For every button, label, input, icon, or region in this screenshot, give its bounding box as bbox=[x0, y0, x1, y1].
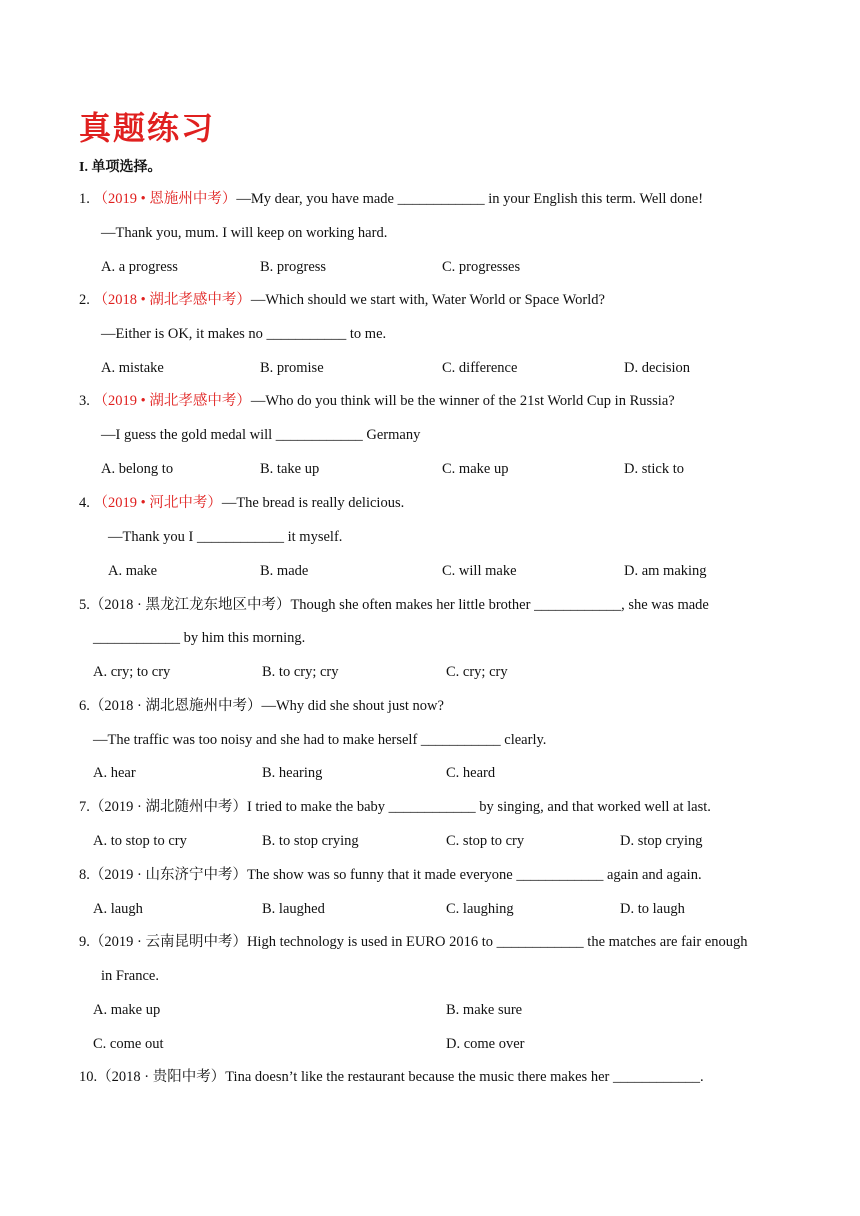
question-number: 4. bbox=[79, 495, 90, 511]
option-a: A. make bbox=[108, 563, 158, 579]
option-c: C. heard bbox=[446, 765, 496, 781]
question-1 bbox=[79, 190, 703, 208]
option-a: A. mistake bbox=[101, 360, 164, 376]
option-c: C. laughing bbox=[446, 901, 514, 917]
option-a: A. hear bbox=[93, 765, 136, 781]
question-3 bbox=[79, 392, 675, 410]
option-d: D. stick to bbox=[624, 461, 685, 477]
question-6: 6.（2018 · 湖北恩施州中考）—Why did she shout just now? bbox=[79, 698, 444, 714]
question-stem: —The bread is really delicious. bbox=[221, 495, 405, 511]
option-d: D. come over bbox=[446, 1036, 525, 1052]
option-a: A. belong to bbox=[101, 461, 174, 477]
question-stem: —Who do you think will be the winner of the 21st World Cup in Russia? bbox=[250, 393, 675, 409]
option-c: C. make up bbox=[442, 461, 509, 477]
question-reply: —I guess the gold medal will ____________ Germany bbox=[101, 427, 421, 443]
option-a: A. make up bbox=[93, 1002, 161, 1018]
question-continuation: ____________ by him this morning. bbox=[93, 630, 306, 646]
option-c: C. stop to cry bbox=[446, 833, 525, 849]
question-reply: —Thank you I ____________ it myself. bbox=[108, 529, 343, 545]
question-reply: —Either is OK, it makes no ___________ to me. bbox=[101, 326, 387, 342]
question-reply: —The traffic was too noisy and she had to make herself ___________ clearly. bbox=[93, 732, 547, 748]
option-a: A. a progress bbox=[101, 259, 178, 275]
question-9: 9.（2019 · 云南昆明中考）High technology is used in EURO 2016 to ____________ the matches are fair enough bbox=[79, 934, 748, 950]
option-b: B. progress bbox=[260, 259, 327, 275]
question-5: 5.（2018 · 黑龙江龙东地区中考）Though she often makes her little brother ____________, she was made bbox=[79, 597, 709, 613]
question-2 bbox=[79, 291, 605, 309]
section-heading: I. 单项选择。 bbox=[79, 160, 162, 175]
option-d: D. to laugh bbox=[620, 901, 685, 917]
option-c: C. will make bbox=[442, 563, 517, 579]
option-b: B. take up bbox=[260, 461, 320, 477]
option-b: B. made bbox=[260, 563, 309, 579]
option-b: B. to stop crying bbox=[262, 833, 359, 849]
question-source: （2018 • 湖北孝感中考） bbox=[93, 292, 251, 308]
question-10: 10.（2018 · 贵阳中考）Tina doesn’t like the restaurant because the music there makes her ____________. bbox=[79, 1069, 704, 1085]
option-d: D. am making bbox=[624, 563, 707, 579]
question-number: 2. bbox=[79, 292, 90, 308]
option-d: D. decision bbox=[624, 360, 691, 376]
option-c: C. difference bbox=[442, 360, 518, 376]
option-c: C. come out bbox=[93, 1036, 164, 1052]
question-8: 8.（2019 · 山东济宁中考）The show was so funny that it made everyone ____________ again and again. bbox=[79, 867, 702, 883]
option-a: A. laugh bbox=[93, 901, 143, 917]
question-number: 3. bbox=[79, 393, 90, 409]
question-4 bbox=[79, 494, 404, 512]
question-reply: —Thank you, mum. I will keep on working hard. bbox=[101, 225, 388, 241]
question-continuation: in France. bbox=[101, 968, 159, 984]
question-source: （2019 • 河北中考） bbox=[93, 495, 222, 511]
question-number: 1. bbox=[79, 191, 90, 207]
option-a: A. to stop to cry bbox=[93, 833, 187, 849]
option-c: C. cry; cry bbox=[446, 664, 508, 680]
question-stem: —Which should we start with, Water World or Space World? bbox=[250, 292, 605, 308]
question-source: （2019 • 湖北孝感中考） bbox=[93, 393, 251, 409]
question-7: 7.（2019 · 湖北随州中考）I tried to make the baby ____________ by singing, and that worked well at last. bbox=[79, 799, 711, 815]
option-b: B. hearing bbox=[262, 765, 323, 781]
option-c: C. progresses bbox=[442, 259, 521, 275]
option-a: A. cry; to cry bbox=[93, 664, 171, 680]
page-title: 真题练习 bbox=[79, 109, 216, 147]
option-b: B. promise bbox=[260, 360, 324, 376]
question-source: （2019 • 恩施州中考） bbox=[93, 191, 237, 207]
option-b: B. laughed bbox=[262, 901, 325, 917]
option-b: B. make sure bbox=[446, 1002, 523, 1018]
option-b: B. to cry; cry bbox=[262, 664, 339, 680]
question-stem: —My dear, you have made ____________ in your English this term. Well done! bbox=[236, 191, 704, 207]
option-d: D. stop crying bbox=[620, 833, 703, 849]
